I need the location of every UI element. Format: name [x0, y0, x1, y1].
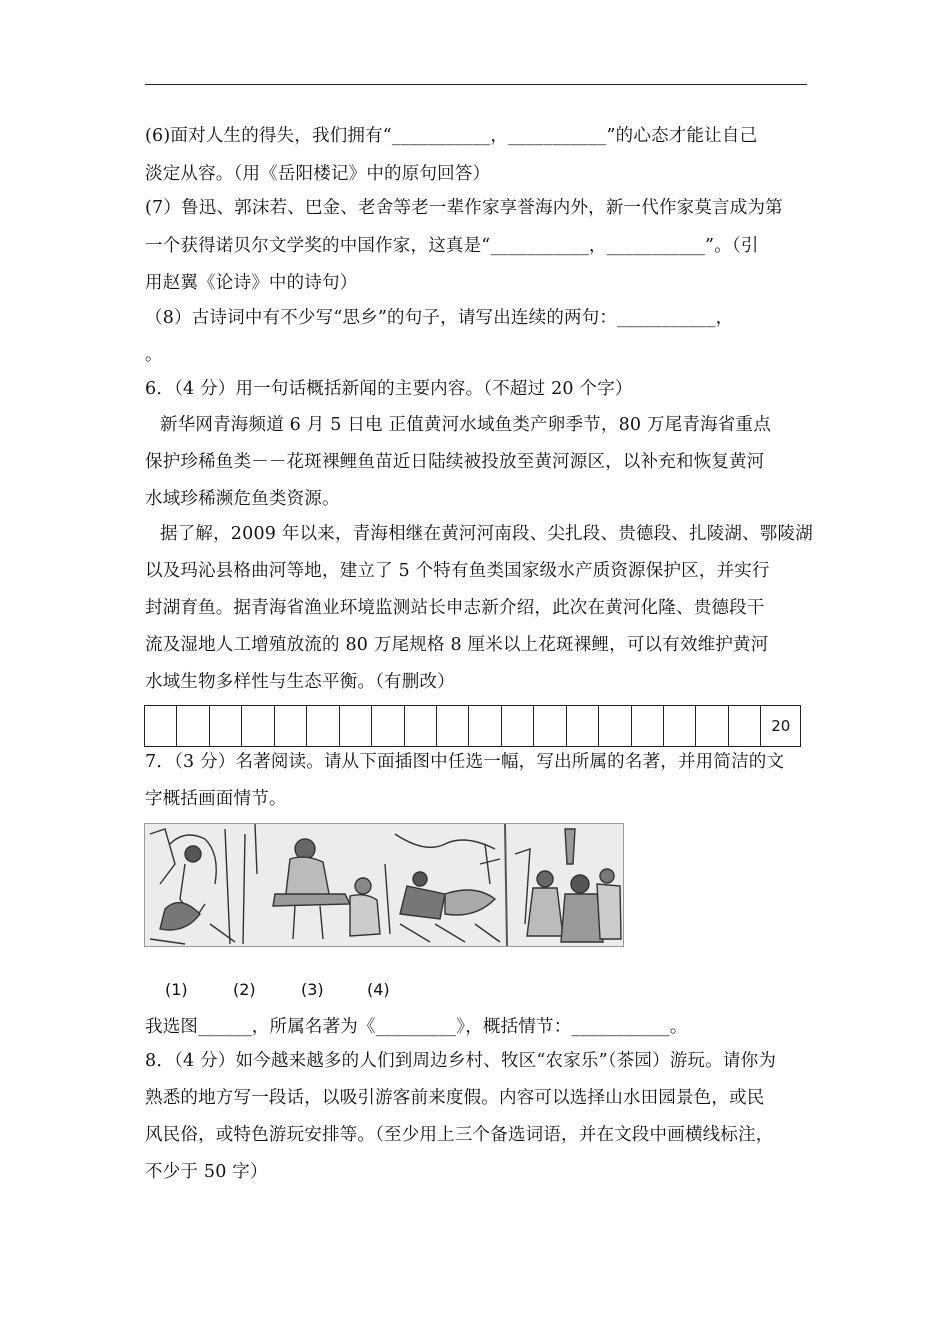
q7p-line-2: 一个获得诺贝尔文学奖的中国作家，这真是“___________，___________”。（引	[145, 236, 759, 256]
q6-title: 6．（4 分）用一句话概括新闻的主要内容。（不超过 20 个字）	[145, 379, 633, 399]
q8-line-4: 不少于 50 字）	[145, 1162, 268, 1182]
q7p-line-3: 用赵翼《论诗》中的诗句）	[145, 273, 358, 293]
answer-grid-cell-last[interactable]: 20	[761, 706, 801, 746]
answer-grid-cell[interactable]	[664, 706, 696, 746]
header-rule	[145, 84, 807, 85]
answer-grid-cell[interactable]	[599, 706, 631, 746]
q8-line-1: 8．（4 分）如今越来越多的人们到周边乡村、牧区“农家乐”（茶园）游玩。请你为	[145, 1051, 777, 1071]
news-p1-line-2: 保护珍稀鱼类－－花斑裸鲤鱼苗近日陆续被投放至黄河源区，以补充和恢复黄河	[145, 452, 765, 472]
illustration-label-4: (4)	[367, 980, 390, 999]
news-p2-line-5: 水域生物多样性与生态平衡。（有删改）	[145, 672, 455, 692]
q8-line-3: 风民俗，或特色游玩安排等。（至少用上三个备选词语，并在文段中画横线标注，	[145, 1125, 774, 1145]
answer-grid-cell[interactable]	[437, 706, 469, 746]
answer-grid-cell[interactable]	[729, 706, 761, 746]
news-p2-line-1: 据了解，2009 年以来，青海相继在黄河河南段、尖扎段、贵德段、扎陵湖、鄂陵湖	[160, 524, 813, 544]
news-p1-line-3: 水域珍稀濒危鱼类资源。	[145, 489, 340, 509]
answer-grid-cell[interactable]	[145, 706, 177, 746]
answer-grid-cell[interactable]	[567, 706, 599, 746]
answer-grid-cell[interactable]	[502, 706, 534, 746]
answer-grid	[144, 705, 801, 747]
answer-grid-cell[interactable]	[632, 706, 664, 746]
q8p-line-1: （8）古诗词中有不少写“思乡”的句子，请写出连续的两句：___________，	[145, 308, 734, 328]
news-p2-line-3: 封湖育鱼。据青海省渔业环境监测站长申志新介绍，此次在黄河化隆、贵德段干	[145, 598, 765, 618]
answer-grid-cell[interactable]	[372, 706, 404, 746]
answer-grid-cell[interactable]	[242, 706, 274, 746]
answer-grid-cell[interactable]	[534, 706, 566, 746]
answer-grid-cell[interactable]	[340, 706, 372, 746]
answer-grid-cell[interactable]	[210, 706, 242, 746]
illustration-label-1: (1)	[165, 980, 188, 999]
q6-line-2: 淡定从容。（用《岳阳楼记》中的原句回答）	[145, 164, 491, 184]
q8p-line-2: 。	[145, 345, 163, 365]
news-p1-line-1: 新华网青海频道 6 月 5 日电 正值黄河水域鱼类产卵季节，80 万尾青海省重点	[160, 415, 771, 435]
q7-title-line-2: 字概括画面情节。	[145, 789, 287, 809]
novel-illustrations	[144, 823, 624, 947]
q6-line-1: (6)面对人生的得失，我们拥有“___________，___________”的心态才能让自己	[145, 126, 758, 146]
news-p2-line-4: 流及湿地人工增殖放流的 80 万尾规格 8 厘米以上花斑裸鲤，可以有效维护黄河	[145, 635, 769, 655]
illustration-label-2: (2)	[233, 980, 256, 999]
illustration-label-3: (3)	[301, 980, 324, 999]
answer-grid-cell[interactable]	[469, 706, 501, 746]
q8-line-2: 熟悉的地方写一段话，以吸引游客前来度假。内容可以选择山水田园景色，或民	[145, 1088, 765, 1108]
q7p-line-1: (7）鲁迅、郭沫若、巴金、老舍等老一辈作家享誉海内外，新一代作家莫言成为第	[145, 198, 783, 218]
answer-grid-cell[interactable]	[177, 706, 209, 746]
answer-grid-cell[interactable]	[696, 706, 728, 746]
q7-answer-line: 我选图______，所属名著为《_________》，概括情节：___________。	[145, 1017, 688, 1037]
illustration-strip	[145, 824, 623, 946]
answer-grid-cell[interactable]	[275, 706, 307, 746]
answer-grid-cell[interactable]	[405, 706, 437, 746]
q7-title-line-1: 7．（3 分）名著阅读。请从下面插图中任选一幅，写出所属的名著，并用简洁的文	[145, 752, 785, 772]
answer-grid-cell[interactable]	[307, 706, 339, 746]
news-p2-line-2: 以及玛沁县格曲河等地，建立了 5 个特有鱼类国家级水产质资源保护区，并实行	[145, 561, 770, 581]
